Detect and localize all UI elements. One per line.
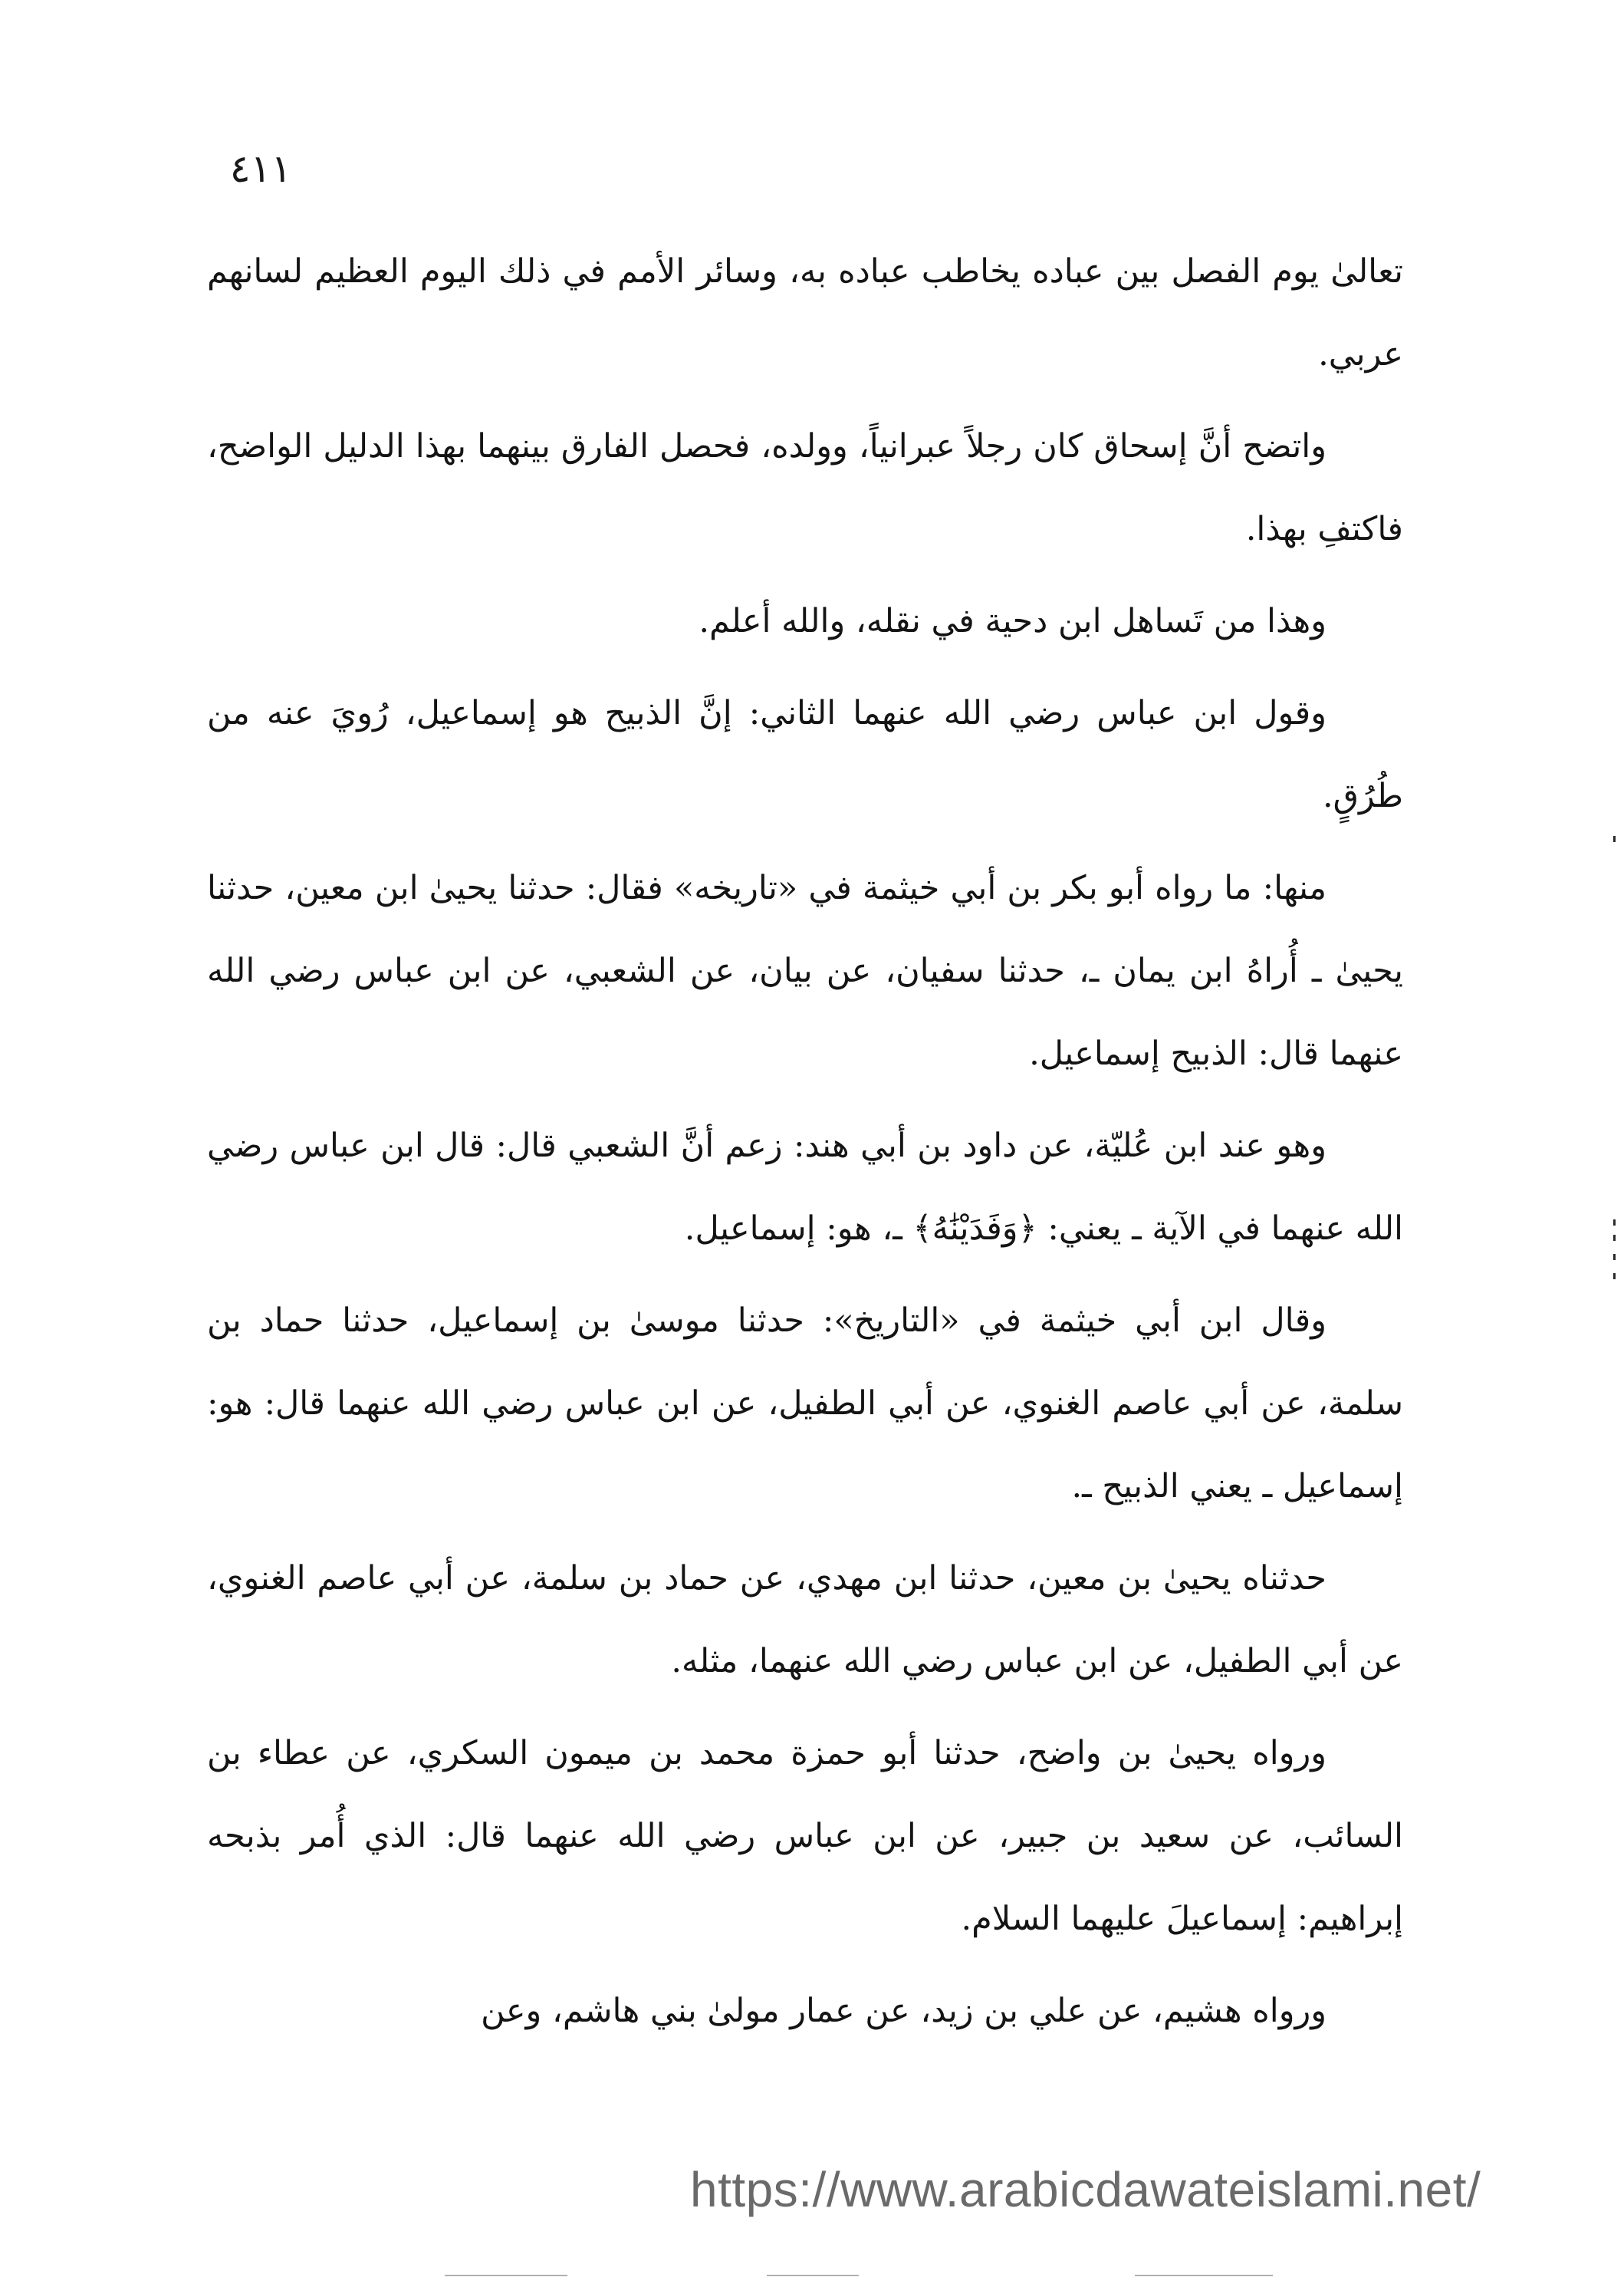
scan-edge-mark xyxy=(1613,1254,1616,1260)
scan-edge-mark xyxy=(1613,1273,1616,1279)
paragraph-continuation: تعالىٰ يوم الفصل بين عباده يخاطب عباده به، وسائر الأمم في ذلك اليوم العظيم لسانهم عربي. xyxy=(207,252,1403,373)
paragraph: واتضح أنَّ إسحاق كان رجلاً عبرانياً، وولده، فحصل الفارق بينهما بهذا الدليل الواضح، فاكتفِ بهذا. xyxy=(207,427,1403,548)
paragraph: وهو عند ابن عُليّة، عن داود بن أبي هند: زعم أنَّ الشعبي قال: قال ابن عباس رضي الله عنهما في الآية ـ يعني: ﴿وَفَدَيْنَٰهُ﴾ ـ، هو: إسماعيل. xyxy=(207,1127,1403,1248)
paragraph: وقال ابن أبي خيثمة في «التاريخ»: حدثنا موسىٰ بن إسماعيل، حدثنا حماد بن سلمة، عن أبي عاصم الغنوي، عن أبي الطفيل، عن ابن عباس رضي الله عنهما قال: هو: إسماعيل ـ يعني الذبيح ـ. xyxy=(207,1301,1403,1505)
body-text xyxy=(207,230,1403,2052)
scan-edge-mark xyxy=(1613,1219,1616,1226)
paragraph: ورواه هشيم، عن علي بن زيد، عن عمار مولىٰ بني هاشم، وعن xyxy=(481,1992,1326,2030)
bottom-scan-line xyxy=(1135,2275,1273,2276)
bottom-scan-line xyxy=(767,2275,859,2276)
scan-edge-mark xyxy=(1613,1235,1616,1241)
scan-edge-mark xyxy=(1613,836,1616,842)
bottom-scan-line xyxy=(445,2275,567,2276)
paragraph: منها: ما رواه أبو بكر بن أبي خيثمة في «تاريخه» فقال: حدثنا يحيىٰ ابن معين، حدثنا يحيىٰ ـ أُراهُ ابن يمان ـ، حدثنا سفيان، عن بيان، عن الشعبي، عن ابن عباس رضي الله عنهما قال: الذبيح إسماعيل. xyxy=(207,869,1403,1073)
paragraph: حدثناه يحيىٰ بن معين، حدثنا ابن مهدي، عن حماد بن سلمة، عن أبي عاصم الغنوي، عن أبي الطفيل، عن ابن عباس رضي الله عنهما، مثله. xyxy=(207,1559,1403,1680)
url-watermark: https://www.arabicdawateislami.net/ xyxy=(690,2162,1481,2217)
paragraph: وقول ابن عباس رضي الله عنهما الثاني: إنَّ الذبيح هو إسماعيل، رُويَ عنه من طُرُقٍ. xyxy=(207,694,1403,815)
page-number: ٤١١ xyxy=(229,146,292,191)
paragraph: وهذا من تَساهل ابن دحية في نقله، والله أعلم. xyxy=(699,602,1326,640)
paragraph: ورواه يحيىٰ بن واضح، حدثنا أبو حمزة محمد بن ميمون السكري، عن عطاء بن السائب، عن سعيد بن جبير، عن ابن عباس رضي الله عنهما قال: الذي أُمر بذبحه إبراهيم: إسماعيلَ عليهما السلام. xyxy=(207,1734,1403,1938)
